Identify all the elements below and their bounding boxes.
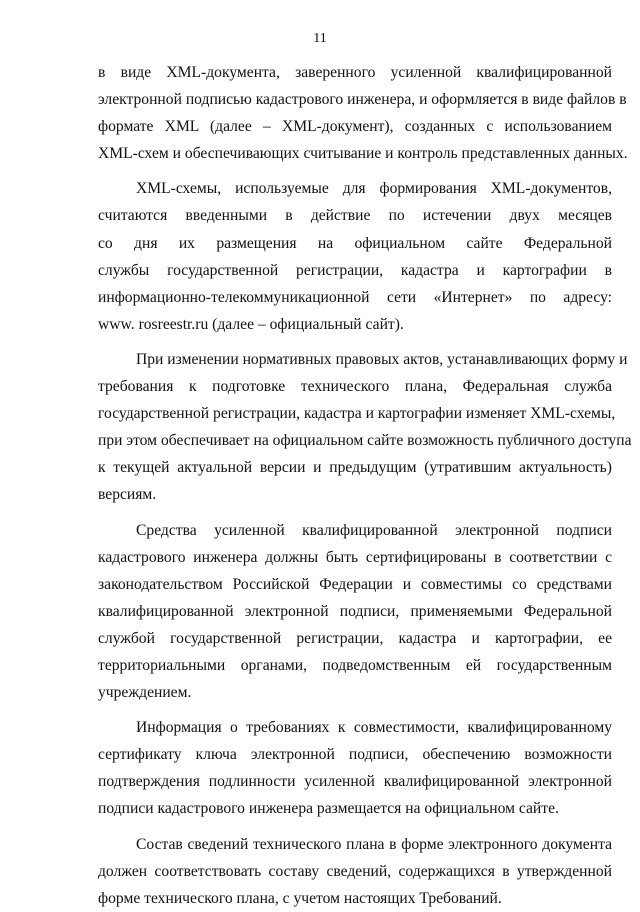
text-line: формате XML (далее – XML-документ), созданных с использованием [98,118,612,136]
text-line: к текущей актуальной версии и предыдущим (утратившим актуальность) [98,459,612,477]
text-line: службы государственной регистрации, кадастра и картографии в [98,261,612,279]
text-line: Средства усиленной квалифицированной электронной подписи [136,521,612,539]
text-line: XML-схемы, используемые для формирования XML-документов, [136,180,612,198]
text-line: учреждением. [98,684,192,702]
document-body [98,59,632,912]
text-line: подтверждения подлинности усиленной квалифицированной электронной [98,773,612,791]
text-line: со дня их размещения на официальном сайте Федеральной [98,234,612,252]
paragraph-6 [98,831,612,912]
text-line: подписи кадастрового инженера размещается на официальном сайте. [98,800,559,818]
paragraph-1 [98,59,628,167]
text-line: требования к подготовке технического плана, Федеральная служба [98,378,612,396]
text-line: Состав сведений технического плана в форме электронного документа [136,835,612,853]
page-number: 11 [313,31,327,46]
text-line: Информация о требованиях к совместимости, квалифицированному [136,719,612,737]
text-line: территориальными органами, подведомственным ей государственным [98,656,612,674]
text-line: кадастрового инженера должны быть сертифицированы в соответствии с [98,548,612,566]
text-line: в виде XML-документа, заверенного усиленной квалифицированной [98,64,612,81]
text-line: квалифицированной электронной подписи, применяемыми Федеральной [98,602,612,620]
text-line: При изменении нормативных правовых актов, устанавливающих форму и [136,350,628,368]
paragraph-2 [98,175,612,338]
text-line: версиям. [98,486,157,504]
text-line: законодательством Российской Федерации и совместимы со средствами [98,575,612,593]
text-line: при этом обеспечивает на официальном сайте возможность публичного доступа [98,432,632,450]
text-line: информационно-телекоммуникационной сети «Интернет» по адресу: [98,288,612,306]
text-line: службой государственной регистрации, кадастра и картографии, ее [98,629,612,647]
paragraph-4 [98,517,612,707]
text-line: сертификату ключа электронной подписи, обеспечению возможности [98,746,612,764]
text-line: государственной регистрации, кадастра и картографии изменяет XML-схемы, [98,405,616,423]
text-line: XML-схем и обеспечивающих считывание и контроль представленных данных. [98,145,628,163]
text-line: считаются введенными в действие по истечении двух месяцев [98,207,612,225]
text-line: должен соответствовать составу сведений, содержащихся в утвержденной [98,862,612,880]
text-line: электронной подписью кадастрового инженера, и оформляется в виде файлов в [98,91,627,109]
paragraph-5 [98,714,612,822]
text-line: www. rosreestr.ru (далее – официальный сайт). [98,315,404,333]
paragraph-3 [98,346,632,509]
text-line: форме технического плана, с учетом настоящих Требований. [98,889,502,907]
